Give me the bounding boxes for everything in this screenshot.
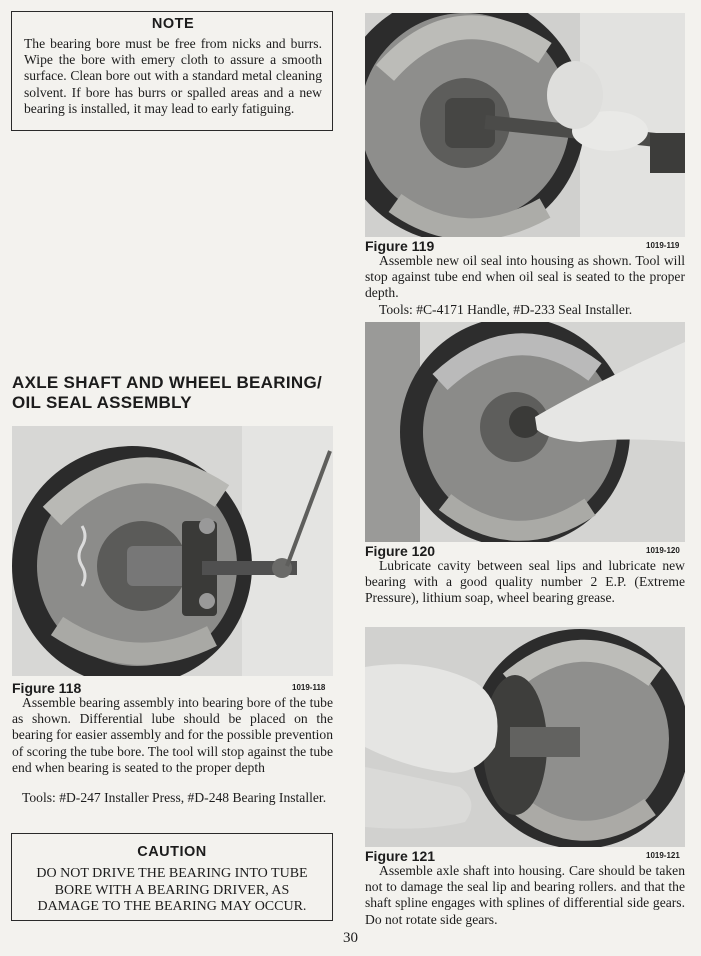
figure-118-label: Figure 118	[12, 680, 82, 696]
figure-120-photo	[365, 322, 685, 542]
section-title-line2: OIL SEAL ASSEMBLY	[12, 393, 192, 412]
section-heading	[12, 373, 332, 413]
figure-121-caption: Assemble axle shaft into housing. Care should be taken not to damage the seal lip and bearing rollers. and that the shaft spline engages with splines of differential side gears. Do not rotate side gears.	[365, 863, 685, 927]
figure-121-label: Figure 121	[365, 848, 436, 864]
figure-121-code: 1019-121	[646, 851, 680, 860]
figure-120-caption: Lubricate cavity between seal lips and lubricate new bearing with a good quality number 2 E.P. (Extreme Pressure), lithium soap, wheel bearing grease.	[365, 558, 685, 606]
figure-121-photo	[365, 627, 685, 847]
caution-box	[11, 833, 333, 921]
note-title: NOTE	[151, 16, 195, 32]
caution-title: CAUTION	[137, 844, 207, 860]
note-text: The bearing bore must be free from nicks and burrs. Wipe the bore with emery cloth to assure a smooth surface. Clean bore out with a standard metal cleaning solvent. If bore has burrs or spalled areas and a new bearing is installed, it may lead to early fatiguing.	[24, 36, 322, 116]
note-box	[11, 11, 333, 131]
figure-118-caption: Assemble bearing assembly into bearing bore of the tube as shown. Differential lube should be placed on the bearing for easier assembly and for the possible prevention of scoring the tube bore. The tool will stop against the tube end when bearing is seated to the proper depth	[12, 695, 333, 775]
figure-119-tools: Tools: #C-4171 Handle, #D-233 Seal Installer.	[379, 302, 633, 317]
figure-119-photo	[365, 13, 685, 237]
figure-118-photo	[12, 426, 333, 676]
figure-119-caption: Assemble new oil seal into housing as shown. Tool will stop against tube end when oil seal is seated to the proper depth.	[365, 253, 685, 301]
page-number: 30	[343, 930, 358, 946]
figure-118-tools: Tools: #D-247 Installer Press, #D-248 Bearing Installer.	[22, 790, 327, 805]
figure-120-code: 1019-120	[646, 546, 680, 555]
caution-text: DO NOT DRIVE THE BEARING INTO TUBE BORE WITH A BEARING DRIVER, AS DAMAGE TO THE BEARING MAY OCCUR.	[36, 866, 308, 914]
figure-120-label: Figure 120	[365, 543, 436, 559]
figure-119-label: Figure 119	[365, 238, 435, 254]
section-title-line1: AXLE SHAFT AND WHEEL BEARING/	[12, 373, 322, 392]
figure-119-code: 1019-119	[646, 241, 680, 250]
figure-118-code: 1019-118	[292, 683, 326, 692]
